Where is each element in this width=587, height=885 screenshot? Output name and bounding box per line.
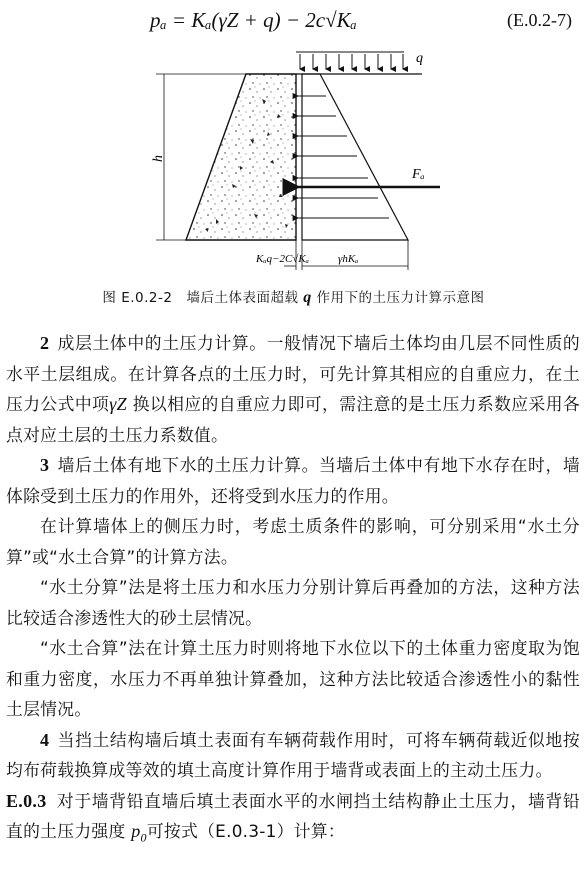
p7-text: 当挡土结构墙后填土表面有车辆荷载作用时，可将车辆荷载近似地按均布荷载换算成等效的填土高度计算作用于墙背或表面上的主动土压力。 [6,729,580,780]
e03-text: 对于墙背铅直墙后填土表面水平的水闸挡土结构静止土压力，墙背铅直的土压力强度 [6,790,580,841]
caption-suffix: 作用下的土压力计算示意图 [311,290,485,306]
figure-caption [0,286,587,307]
label-left-bottom: Kₐq−2C√Kₐ [256,253,309,265]
paragraph-4 [6,725,580,786]
item-number-3: 3 [40,455,50,475]
label-h: h [151,155,166,162]
paragraph-e03 [6,786,580,854]
label-fa: Fₐ [412,167,425,182]
label-q: q [416,51,423,66]
paragraph-separate: “水土分算”法是将土压力和水压力分别计算后再叠加的方法，这种方法比较适合渗透性大的砂土层情况。 [6,577,580,628]
p2-math: γZ [109,394,127,414]
caption-prefix: 图 E.0.2-2 墙后土体表面超载 [102,290,304,306]
paragraph-combined: “水土合算”法在计算土压力时则将地下水位以下的土体重力密度取为饱和重力密度，水压力不再单独计算叠加，这种方法比较适合渗透性小的黏性土层情况。 [6,638,580,719]
retaining-wall [186,74,296,240]
earth-pressure-diagram [150,44,440,280]
paragraph-2 [6,328,580,450]
pressure-hatch-arrows [298,96,389,218]
item-number-2: 2 [40,333,50,353]
body-text [6,328,580,853]
paragraph-3 [6,450,580,511]
e03-sub: 0 [140,830,147,845]
section-e03-label: E.0.3 [6,790,47,811]
e03-math [131,821,147,845]
formula-expression: pₐ = Kₐ(γZ + q) − 2c√Kₐ [150,8,357,32]
p2-text: 成层土体中的土压力计算。一般情况下墙后土体均由几层不同性质的水平土层组成。在计算各点的土压力时，可先计算其相应的自重应力，在土压力公式中项 [6,333,580,414]
e03-text2: 可按式（E.0.3-1）计算： [146,821,345,841]
pressure-triangle [302,74,408,240]
item-number-4: 4 [40,729,50,750]
p2-text2: 换以相应的自重应力即可，需注意的是土压力系数应采用各点对应土层的土压力系数值。 [6,394,580,445]
paragraph-methods: 在计算墙体上的侧压力时，考虑土质条件的影响，可分别采用“水土分算”或“水土合算”的计算方法。 [6,516,580,567]
label-right-bottom: γhKₐ [338,253,359,265]
formula-e027 [150,6,580,38]
caption-q: q [303,289,312,306]
surcharge-arrows [296,52,404,74]
e03-p: p [131,821,141,841]
formula-number: (E.0.2-7) [507,10,572,30]
p3-text: 墙后土体有地下水的土压力计算。当墙后土体中有地下水存在时，墙体除受到土压力的作用外，还将受到水压力的作用。 [6,455,580,506]
